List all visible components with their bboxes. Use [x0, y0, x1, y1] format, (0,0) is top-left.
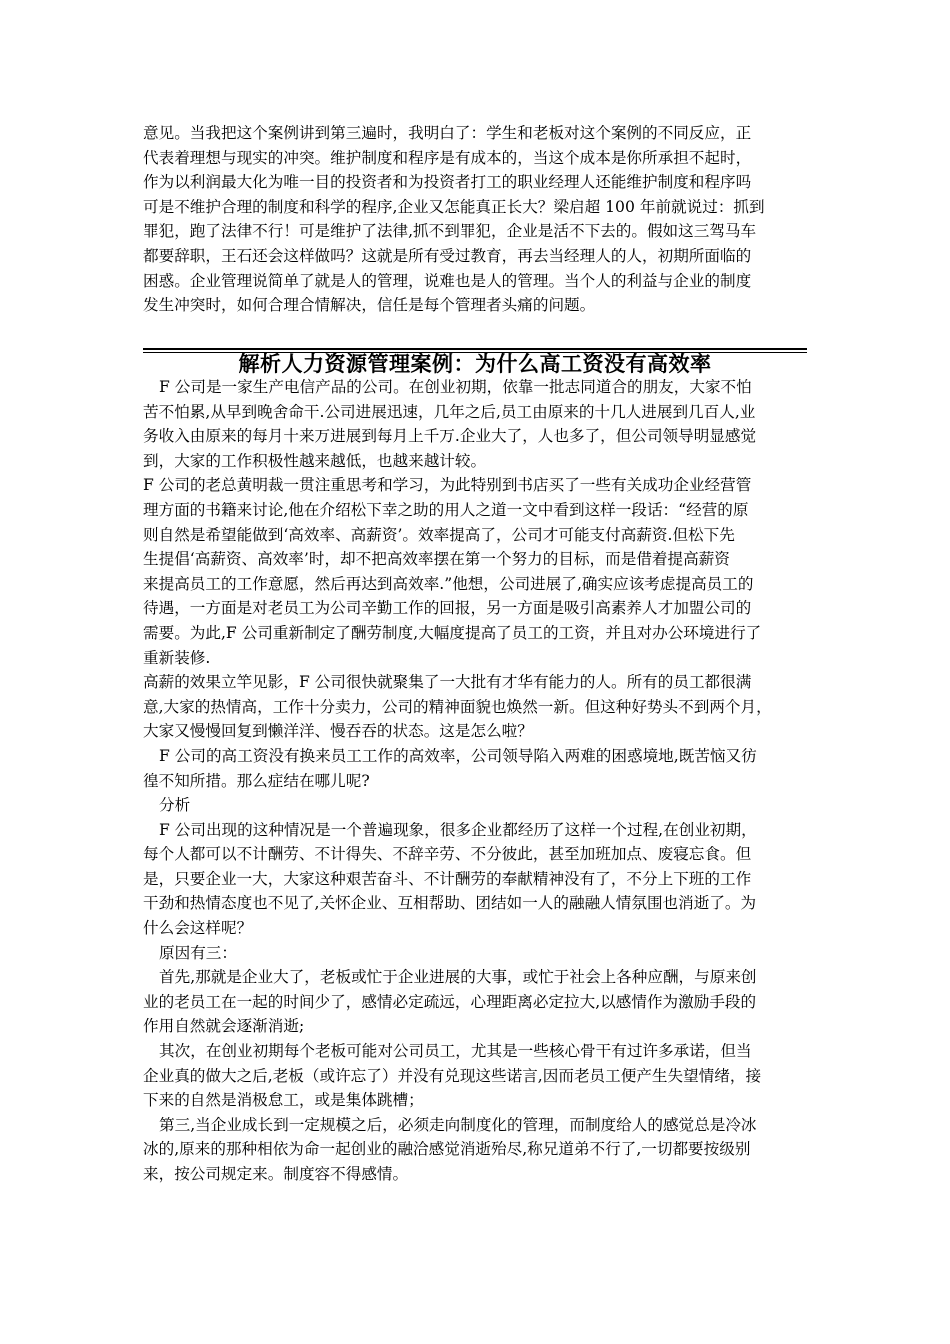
text-line: 务收入由原来的每月十来万进展到每月上千万.企业大了，人也多了，但公司领导明显感觉	[143, 427, 757, 446]
subheading-reasons	[143, 941, 807, 966]
text-line: 分析	[159, 796, 191, 815]
text-line: 待遇，一方面是对老员工为公司辛勤工作的回报，另一方面是吸引高素养人才加盟公司的	[143, 599, 752, 618]
text-line: 发生冲突时，如何合理合情解决，信任是每个管理者头痛的问题。	[143, 296, 596, 315]
text-line: 下来的自然是消极怠工，或是集体跳槽；	[143, 1091, 424, 1110]
text-line: 苦不怕累,从早到晚舍命干.公司进展迅速，几年之后,员工由原来的十几人进展到几百人,业	[143, 402, 756, 421]
text-line: 都要辞职，王石还会这样做吗？这就是所有受过教育，再去当经理人的人，初期所面临的	[143, 246, 752, 265]
article-body	[143, 375, 807, 1187]
text-line: 重新装修.	[143, 648, 211, 667]
text-line: 其次，在创业初期每个老板可能对公司员工，尤其是一些核心骨干有过许多承诺，但当	[159, 1042, 752, 1061]
text-line: 作为以利润最大化为唯一目的投资者和为投资者打工的职业经理人还能维护制度和程序吗	[143, 173, 752, 192]
text-line: 意,大家的热情高，工作十分卖力，公司的精神面貌也焕然一新。但这种好势头不到两个月，	[143, 697, 772, 716]
text-line: 什么会这样呢？	[143, 919, 253, 938]
text-line: 则自然是希望能做到‘高效率、高薪资’。效率提高了，公司才可能支付高薪资.但松下先	[143, 525, 735, 544]
paragraph	[143, 1113, 807, 1187]
text-line: 是，只要企业一大，大家这种艰苦奋斗、不计酬劳的奉献精神没有了，不分上下班的工作	[143, 869, 752, 888]
text-line: 困惑。企业管理说简单了就是人的管理，说难也是人的管理。当个人的利益与企业的制度	[143, 271, 752, 290]
text-line: 代表着理想与现实的冲突。维护制度和程序是有成本的，当这个成本是你所承担不起时，	[143, 148, 752, 167]
text-line: 罪犯，跑了法律不行！可是维护了法律,抓不到罪犯，企业是活不下去的。假如这三驾马车	[143, 222, 757, 241]
text-line: 高薪的效果立竿见影，F 公司很快就聚集了一大批有才华有能力的人。所有的员工都很满	[143, 673, 752, 692]
text-line: F 公司是一家生产电信产品的公司。在创业初期，依靠一批志同道合的朋友，大家不怕	[159, 378, 752, 396]
paragraph	[143, 1039, 807, 1113]
paragraph	[143, 965, 807, 1039]
text-line: 干劲和热情态度也不见了,关怀企业、互相帮助、团结如一人的融融人情氛围也消逝了。为	[143, 894, 757, 913]
intro-section	[143, 121, 807, 318]
text-line: 每个人都可以不计酬劳、不计得失、不辞辛劳、不分彼此，甚至加班加点、废寝忘食。但	[143, 845, 752, 864]
paragraph	[143, 744, 807, 793]
paragraph	[143, 375, 807, 473]
text-line: 来，按公司规定来。制度容不得感情。	[143, 1165, 409, 1183]
paragraph	[143, 818, 807, 941]
text-line: 企业真的做大之后,老板（或许忘了）并没有兑现这些诺言,因而老员工便产生失望情绪，接	[143, 1066, 762, 1085]
text-line: 首先,那就是企业大了，老板或忙于企业进展的大事，或忙于社会上各种应酬，与原来创	[159, 968, 757, 987]
text-line: 徨不知所措。那么症结在哪儿呢?	[143, 771, 370, 790]
text-line: 来提高员工的工作意愿，然后再达到高效率.”他想，公司进展了,确实应该考虑提高员工的	[143, 574, 754, 593]
text-line: 原因有三：	[159, 943, 237, 962]
text-line: 理方面的书籍来讨论,他在介绍松下幸之助的用人之道一文中看到这样一段话：“经营的原	[143, 500, 749, 519]
text-line: 生提倡‘高薪资、高效率’时，却不把高效率摆在第一个努力的目标，而是借着提高薪资	[143, 550, 730, 569]
text-line: 可是不维护合理的制度和科学的程序,企业又怎能真正长大？梁启超 100 年前就说过：抓到	[143, 197, 765, 216]
text-line: F 公司的高工资没有换来员工工作的高效率，公司领导陷入两难的困惑境地,既苦恼又彷	[159, 746, 757, 765]
paragraph	[143, 473, 807, 670]
text-line: 大家又慢慢回复到懒洋洋、慢吞吞的状态。这是怎么啦？	[143, 722, 533, 741]
article-title: 解析人力资源管理案例：为什么高工资没有高效率	[238, 352, 712, 376]
subheading-analysis	[143, 793, 807, 818]
text-line: F 公司的老总黄明裁一贯注重思考和学习，为此特别到书店买了一些有关成功企业经营管	[143, 476, 752, 495]
text-line: F 公司出现的这种情况是一个普遍现象，很多企业都经历了这样一个过程,在创业初期，	[159, 820, 757, 839]
text-line: 到，大家的工作积极性越来越低，也越来越计较。	[143, 451, 487, 470]
text-line: 业的老员工在一起的时间少了，感情必定疏远，心理距离必定拉大,以感情作为激励手段的	[143, 992, 757, 1011]
text-line: 冰的,原来的那种相依为命一起创业的融洽感觉消逝殆尽,称兄道弟不行了,一切都要按级别	[143, 1140, 751, 1159]
text-line: 第三,当企业成长到一定规模之后，必须走向制度化的管理，而制度给人的感觉总是冷冰	[159, 1115, 757, 1134]
text-line: 意见。当我把这个案例讲到第三遍时，我明白了：学生和老板对这个案例的不同反应，正	[143, 124, 752, 142]
paragraph	[143, 670, 807, 744]
text-line: 作用自然就会逐渐消逝;	[143, 1017, 305, 1036]
text-line: 需要。为此,F 公司重新制定了酬劳制度,大幅度提高了员工的工资，并且对办公环境进行了	[143, 623, 762, 642]
